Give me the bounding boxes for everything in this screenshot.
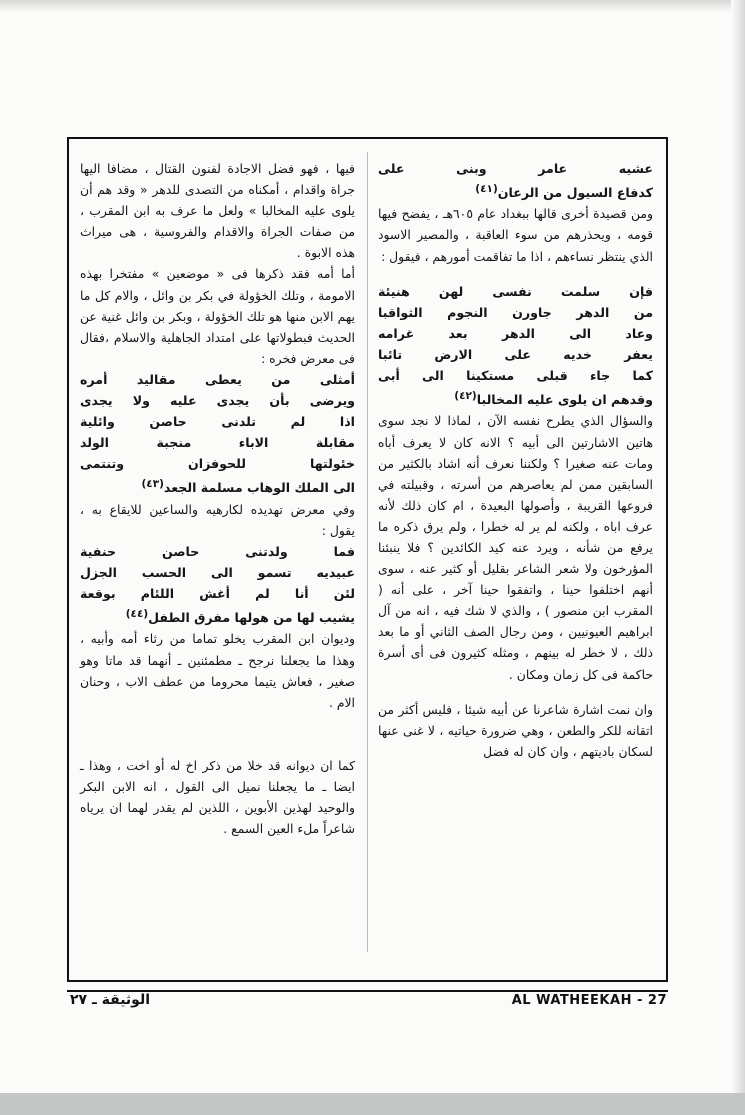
poem-line: لئن أنا لم أغش اللئام بوقعة [80,586,355,602]
scan-shadow-bottom [0,1093,745,1115]
poem-line: أمثلى من يعطى مقاليد أمره [80,371,355,387]
poem-line: كما جاء قبلى مستكينا الى أبى [378,368,653,384]
paragraph: ومن قصيدة أخرى قالها ببغداد عام ٦٠٥هـ ، يفضح فيها قومه ، ويحذرهم من سوء العاقبة ، والمصير الاسود الذي ينتظر نساءهم ، اذا ما تفاقمت أمورهم ، فيقول : [378,206,653,264]
footer-page-number-latin: AL WATHEEKAH - 27 [511,993,667,1008]
footnote-ref: (٤١) [475,183,498,196]
paragraph: أما أمه فقد ذكرها فى « موضعين » مفتخرا بهذه الامومة ، وتلك الخؤولة في بكر بن وائل ، والام كل ما يهم الابن منها هو تلك الخؤولة ، وبكر بن وائل غنية عن الحديث فبطولاتها على امتداد الجاهلية والاسلام ،فقال فى معرض فخره : [80,266,355,366]
verse-line: عشيه عامر وبنى على [378,161,653,176]
left-column [80,158,355,839]
poem-line: وقدهم ان يلوى عليه المخالبا$^{(٤٢)}$ [454,390,653,408]
poem-line: فإن سلمت نفسى لهن هنيئة [378,283,653,299]
footnote-ref: (٤٣) [141,478,164,491]
poem-line: ويرضى بأن يجدى عليه ولا يجدى [80,393,355,409]
poem-line: مقابلة الاباء منجبة الولد [80,435,355,451]
paragraph: فيها ، فهو فضل الاجادة لفنون القتال ، مضافا اليها جراة واقدام ، أمكناه من التصدى للدهر « وقد هم أن يلوى عليه المخالبا » ولعل ما عرف به ابن المقرب ، من صفات الجراة والاقدام والفروسية ، هى ميراث هذه الابوة . [80,161,355,261]
footer-page-number-arabic: الوثيقة ـ ٢٧ [70,992,150,1008]
paragraph: وان نمت اشارة شاعرنا عن أبيه شيئا ، فليس أكثر من اتقانه للكر والطعن ، وهي ضرورة حياتيه ، لا غنى عنها لسكان باديتهم ، وان كان له فضل [378,701,653,759]
poem-line: الى الملك الوهاب مسلمة الجعد$^{(٤٣)}$ [141,478,355,496]
scan-shadow-top [0,0,745,12]
footer-rule [67,990,668,992]
right-column [378,158,653,762]
paragraph: والسؤال الذي يطرح نفسه الآن ، لماذا لا نجد سوى هاتين الاشارتين الى أبيه ؟ الانه كان لا يعرف أباه ومات عنه صغيرا ؟ ولكننا نعرف أنه اشاد بالكثير من السابقين ممن لم يعاصرهم من أسرته ، وقبيلته في فروعها القريبة ، وأصولها البعيدة ، ام كان ذلك لأنه عرف اباه ، ولكنه لم ير له خطرا ، ولم يرق ذكره ما يرفع من شأنه ، ويرد عنه كيد الكائدين ؟ فلا ينبئنا المؤرخون ولا شعر الشاعر بقليل أو كثير عنه ، سوى أنهم اختلفوا حينا ، واتفقوا حينا آخر ، على أنه ( المقرب ابن منصور ) ، والذي لا شك فيه ، انه من آل ابراهيم العيونيين ، ومن رجال الصف الثاني أو ما بعد ذلك ، لا خطر له بينهم ، ومثله كثيرون فى أى أسرة حاكمة فى كل زمان ومكان . [378,413,653,682]
column-divider [367,152,368,952]
poem-line: عبيديه تسمو الى الحسب الجزل [80,564,355,580]
spacer [80,713,355,755]
poem-line: يشيب لها من هولها مفرق الطفل$^{(٤٤)}$ [125,608,355,626]
spacer [378,267,653,281]
paragraph: وفي معرض تهديده لكارهيه والساعين للايقاع به ، يقول : [80,501,355,538]
paragraph: وديوان ابن المقرب يخلو تماما من رثاء أمه وأبيه ، وهذا ما يجعلنا نرجح ـ مطمئنين ـ أنهما قد ماتا وهو صغير ، فعاش يتيما محروما من عطف الاب ، وحنان الام . [80,631,355,710]
scan-shadow-right [731,0,745,1115]
poem-line: وعاد الى الدهر بعد غرامه [378,325,653,341]
poem-line: خئولتها للحوفزان وتنتمى [80,456,355,472]
paragraph: كما ان ديوانه قد خلا من ذكر اخ له أو اخت ، وهذا ـ ايضا ـ ما يجعلنا نميل الى القول ، انه الابن البكر والوحيد لهذين الأبوين ، اللذين لم يقدر لهما ان يرياه شاعراً ملء العين السمع . [80,757,355,837]
poem-line: اذا لم تلدنى حاصن وائلية [80,414,355,430]
poem-line: فما ولدتنى حاصن حنفية [80,543,355,559]
spacer [378,685,653,699]
footnote-ref: (٤٤) [125,608,149,621]
poem-line: من الدهر جاورن النجوم الثواقبا [378,304,653,320]
verse-line: كدفاع السيول من الرعان$^{(٤١)}$ [475,183,653,201]
footnote-ref: (٤٢) [454,390,477,403]
poem-line: يعفر خديه على الارض تائبا [378,346,653,362]
